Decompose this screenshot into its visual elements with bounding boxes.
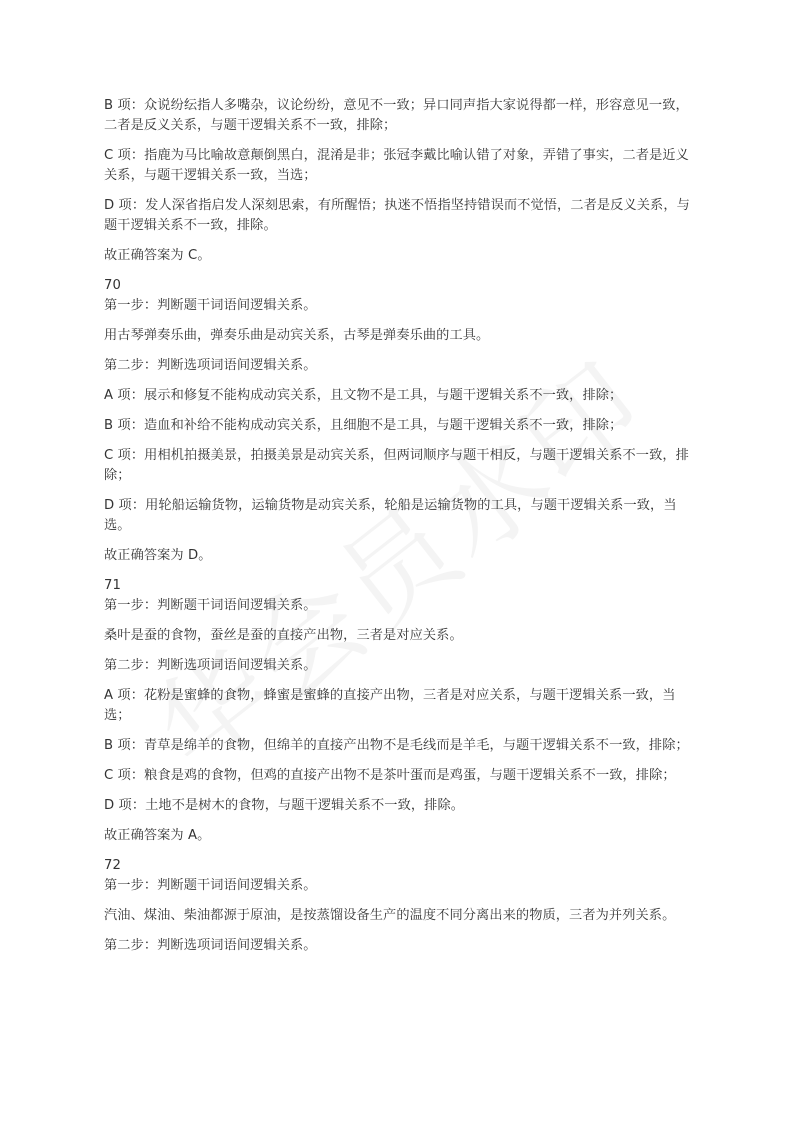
option-b-explanation: B 项：青草是绵羊的食物，但绵羊的直接产出物不是毛线而是羊毛，与题干逻辑关系不一致，排除； <box>104 738 689 753</box>
option-d-explanation: D 项：土地不是树木的食物，与题干逻辑关系不一致，排除。 <box>104 798 465 813</box>
stem-analysis: 用古琴弹奏乐曲，弹奏乐曲是动宾关系，古琴是弹奏乐曲的工具。 <box>104 328 490 343</box>
option-d-explanation: D 项：发人深省指启发人深刻思索，有所醒悟；执迷不悟指坚持错误而不觉悟，二者是反义关系，与题干逻辑关系不一致，排除。 <box>104 198 690 233</box>
option-b-explanation: B 项：众说纷纭指人多嘴杂，议论纷纷，意见不一致；异口同声指大家说得都一样，形容意见一致，二者是反义关系，与题干逻辑关系不一致，排除； <box>104 98 689 133</box>
option-a-explanation: A 项：花粉是蜜蜂的食物，蜂蜜是蜜蜂的直接产出物，三者是对应关系，与题干逻辑关系一致，当选； <box>104 688 676 723</box>
document-body <box>104 96 692 956</box>
step-one: 第一步：判断题干词语间逻辑关系。 <box>104 878 317 893</box>
option-a-explanation: A 项：展示和修复不能构成动宾关系，且文物不是工具，与题干逻辑关系不一致，排除； <box>104 388 623 403</box>
stem-analysis: 桑叶是蚕的食物，蚕丝是蚕的直接产出物，三者是对应关系。 <box>104 628 463 643</box>
option-c-explanation: C 项：用相机拍摄美景，拍摄美景是动宾关系，但两词顺序与题干相反，与题干逻辑关系不一致，排除； <box>104 448 689 483</box>
option-d-explanation: D 项：用轮船运输货物，运输货物是动宾关系，轮船是运输货物的工具，与题干逻辑关系一致，当选。 <box>104 498 677 533</box>
answer-line: 故正确答案为 A。 <box>104 828 211 843</box>
option-c-explanation: C 项：指鹿为马比喻故意颠倒黑白，混淆是非；张冠李戴比喻认错了对象，弄错了事实，二者是近义关系，与题干逻辑关系一致，当选； <box>104 148 689 183</box>
answer-line: 故正确答案为 D。 <box>104 548 212 563</box>
step-one: 第一步：判断题干词语间逻辑关系。 <box>104 598 317 613</box>
question-number: 70 <box>104 278 121 293</box>
step-one: 第一步：判断题干词语间逻辑关系。 <box>104 298 317 313</box>
answer-line: 故正确答案为 C。 <box>104 248 211 263</box>
step-two: 第二步：判断选项词语间逻辑关系。 <box>104 358 317 373</box>
option-b-explanation: B 项：造血和补给不能构成动宾关系，且细胞不是工具，与题干逻辑关系不一致，排除； <box>104 418 623 433</box>
question-number: 71 <box>104 578 121 593</box>
step-two: 第二步：判断选项词语间逻辑关系。 <box>104 938 317 953</box>
option-c-explanation: C 项：粮食是鸡的食物，但鸡的直接产出物不是茶叶蛋而是鸡蛋，与题干逻辑关系不一致，排除； <box>104 768 676 783</box>
step-two: 第二步：判断选项词语间逻辑关系。 <box>104 658 317 673</box>
question-number: 72 <box>104 858 121 873</box>
stem-analysis: 汽油、煤油、柴油都源于原油，是按蒸馏设备生产的温度不同分离出来的物质，三者为并列关系。 <box>104 908 676 923</box>
